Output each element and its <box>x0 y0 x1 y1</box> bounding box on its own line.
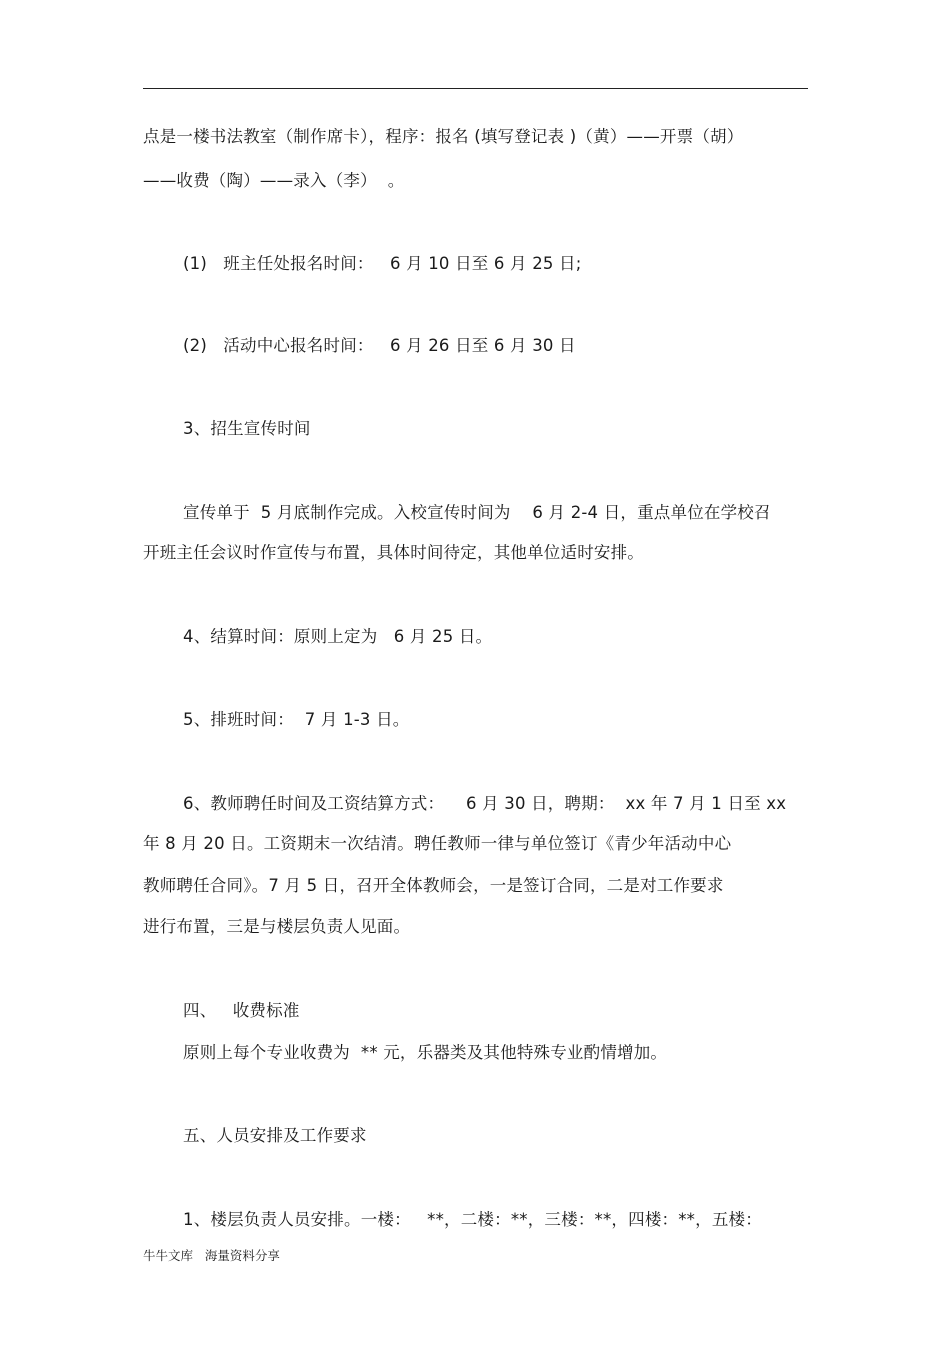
text-line: 原则上每个专业收费为 ** 元，乐器类及其他特殊专业酌情增加。 <box>183 1043 668 1062</box>
section-heading: 5、排班时间： 7 月 1-3 日。 <box>183 710 410 729</box>
list-item: (2) 活动中心报名时间： 6 月 26 日至 6 月 30 日 <box>183 336 576 355</box>
section-heading: 1、楼层负责人员安排。一楼： **，二楼：**，三楼：**，四楼：**，五楼： <box>183 1210 762 1229</box>
section-heading: 四、 收费标准 <box>183 1001 300 1020</box>
section-heading: 4、结算时间：原则上定为 6 月 25 日。 <box>183 627 493 646</box>
section-heading: 6、教师聘任时间及工资结算方式： 6 月 30 日，聘期： xx 年 7 月 1 日至 xx <box>183 794 787 813</box>
page-footer: 牛牛文库 海量资料分享 <box>143 1248 280 1263</box>
text-line: 点是一楼书法教室（制作席卡），程序：报名 (填写登记表 )（黄）——开票（胡） <box>143 127 744 146</box>
text-line: 年 8 月 20 日。工资期末一次结清。聘任教师一律与单位签订《青少年活动中心 <box>143 834 732 853</box>
text-line: 开班主任会议时作宣传与布置，具体时间待定，其他单位适时安排。 <box>143 543 644 562</box>
list-item: (1) 班主任处报名时间： 6 月 10 日至 6 月 25 日; <box>183 254 582 273</box>
header-rule <box>143 88 808 89</box>
text-line: 教师聘任合同》。7 月 5 日，召开全体教师会，一是签订合同，二是对工作要求 <box>143 876 724 895</box>
text-line: 宣传单于 5 月底制作完成。入校宣传时间为 6 月 2-4 日，重点单位在学校召 <box>183 503 771 522</box>
text-line: ——收费（陶）——录入（李） 。 <box>143 171 405 190</box>
section-heading: 五、人员安排及工作要求 <box>183 1126 367 1145</box>
section-heading: 3、招生宣传时间 <box>183 419 311 438</box>
text-line: 进行布置，三是与楼层负责人见面。 <box>143 917 411 936</box>
